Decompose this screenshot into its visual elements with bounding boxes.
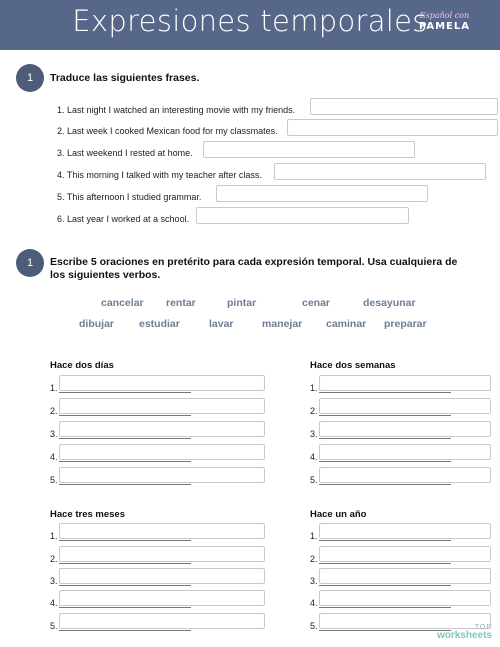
answer-input-g1-2[interactable] bbox=[59, 398, 265, 414]
answer-input-g4-2[interactable] bbox=[319, 546, 491, 562]
answer-input-g1-5[interactable] bbox=[59, 467, 265, 483]
logo-name: PAMELA bbox=[418, 21, 470, 32]
row-number: 4. bbox=[310, 452, 318, 462]
translation-input-3[interactable] bbox=[203, 141, 415, 158]
answer-underline bbox=[59, 563, 191, 564]
topworksheets-watermark bbox=[437, 624, 492, 641]
answer-underline bbox=[319, 563, 451, 564]
row-number: 1. bbox=[310, 531, 318, 541]
answer-underline bbox=[319, 415, 451, 416]
answer-underline bbox=[59, 415, 191, 416]
answer-input-g1-1[interactable] bbox=[59, 375, 265, 391]
section-number-1: 1 bbox=[16, 64, 44, 92]
translation-input-2[interactable] bbox=[287, 119, 498, 136]
verb-cenar: cenar bbox=[302, 297, 331, 309]
group-title-3: Hace tres meses bbox=[50, 509, 125, 520]
answer-input-g4-4[interactable] bbox=[319, 590, 491, 606]
answer-input-g2-5[interactable] bbox=[319, 467, 491, 483]
brand-logo bbox=[419, 12, 470, 32]
row-number: 2. bbox=[310, 406, 318, 416]
section2-instruction-line2: los siguientes verbos. bbox=[50, 269, 161, 281]
sentence-1: 1. Last night I watched an interesting movie with my friends. bbox=[57, 105, 296, 115]
answer-underline bbox=[59, 540, 191, 541]
verb-caminar: caminar bbox=[326, 318, 367, 330]
answer-underline bbox=[59, 438, 191, 439]
row-number: 3. bbox=[50, 429, 58, 439]
group-title-1: Hace dos días bbox=[50, 360, 114, 371]
watermark-top: TOP bbox=[474, 624, 492, 631]
answer-underline bbox=[319, 540, 451, 541]
answer-input-g2-2[interactable] bbox=[319, 398, 491, 414]
row-number: 1. bbox=[50, 383, 58, 393]
sentence-2: 2. Last week I cooked Mexican food for my classmates. bbox=[57, 126, 278, 136]
translation-input-4[interactable] bbox=[274, 163, 486, 180]
verb-estudiar: estudiar bbox=[139, 318, 180, 330]
answer-input-g1-4[interactable] bbox=[59, 444, 265, 460]
sentence-3: 3. Last weekend I rested at home. bbox=[57, 148, 193, 158]
page-title: Expresiones temporales bbox=[72, 4, 428, 38]
answer-input-g3-4[interactable] bbox=[59, 590, 265, 606]
header-banner bbox=[0, 0, 500, 50]
row-number: 4. bbox=[50, 452, 58, 462]
row-number: 3. bbox=[50, 576, 58, 586]
row-number: 5. bbox=[310, 475, 318, 485]
section-number-2: 1 bbox=[16, 249, 44, 277]
row-number: 3. bbox=[310, 429, 318, 439]
answer-underline bbox=[59, 484, 191, 485]
answer-input-g4-3[interactable] bbox=[319, 568, 491, 584]
row-number: 5. bbox=[50, 475, 58, 485]
answer-underline bbox=[319, 461, 451, 462]
answer-underline bbox=[59, 392, 191, 393]
answer-underline bbox=[59, 630, 191, 631]
row-number: 4. bbox=[50, 598, 58, 608]
row-number: 2. bbox=[310, 554, 318, 564]
row-number: 4. bbox=[310, 598, 318, 608]
verb-pintar: pintar bbox=[227, 297, 257, 309]
sentence-4: 4. This morning I talked with my teacher after class. bbox=[57, 170, 262, 180]
verb-rentar: rentar bbox=[166, 297, 196, 309]
answer-underline bbox=[59, 607, 191, 608]
row-number: 5. bbox=[310, 621, 318, 631]
verb-desayunar: desayunar bbox=[363, 297, 416, 309]
logo-subtitle: Español con bbox=[419, 11, 470, 20]
answer-underline bbox=[319, 484, 451, 485]
answer-underline bbox=[319, 438, 451, 439]
answer-input-g1-3[interactable] bbox=[59, 421, 265, 437]
answer-input-g2-1[interactable] bbox=[319, 375, 491, 391]
answer-underline bbox=[319, 585, 451, 586]
answer-input-g3-2[interactable] bbox=[59, 546, 265, 562]
row-number: 1. bbox=[50, 531, 58, 541]
group-title-2: Hace dos semanas bbox=[310, 360, 396, 371]
answer-input-g3-3[interactable] bbox=[59, 568, 265, 584]
row-number: 1. bbox=[310, 383, 318, 393]
answer-underline bbox=[319, 630, 451, 631]
row-number: 3. bbox=[310, 576, 318, 586]
answer-underline bbox=[319, 392, 451, 393]
answer-underline bbox=[59, 461, 191, 462]
answer-input-g3-5[interactable] bbox=[59, 613, 265, 629]
answer-input-g2-3[interactable] bbox=[319, 421, 491, 437]
row-number: 5. bbox=[50, 621, 58, 631]
row-number: 2. bbox=[50, 554, 58, 564]
group-title-4: Hace un año bbox=[310, 509, 367, 520]
answer-underline bbox=[59, 585, 191, 586]
answer-input-g4-1[interactable] bbox=[319, 523, 491, 539]
answer-input-g3-1[interactable] bbox=[59, 523, 265, 539]
verb-dibujar: dibujar bbox=[79, 318, 115, 330]
section1-instruction: Traduce las siguientes frases. bbox=[50, 72, 200, 84]
translation-input-1[interactable] bbox=[310, 98, 498, 115]
watermark-bottom: worksheets bbox=[436, 630, 492, 641]
translation-input-6[interactable] bbox=[196, 207, 409, 224]
translation-input-5[interactable] bbox=[216, 185, 428, 202]
verb-cancelar: cancelar bbox=[101, 297, 144, 309]
row-number: 2. bbox=[50, 406, 58, 416]
section2-instruction-line1: Escribe 5 oraciones en pretérito para cada expresión temporal. Usa cualquiera de bbox=[50, 256, 458, 268]
answer-input-g2-4[interactable] bbox=[319, 444, 491, 460]
answer-underline bbox=[319, 607, 451, 608]
verb-manejar: manejar bbox=[262, 318, 303, 330]
sentence-5: 5. This afternoon I studied grammar. bbox=[57, 192, 202, 202]
verb-lavar: lavar bbox=[209, 318, 234, 330]
verb-preparar: preparar bbox=[384, 318, 427, 330]
sentence-6: 6. Last year I worked at a school. bbox=[57, 214, 190, 224]
